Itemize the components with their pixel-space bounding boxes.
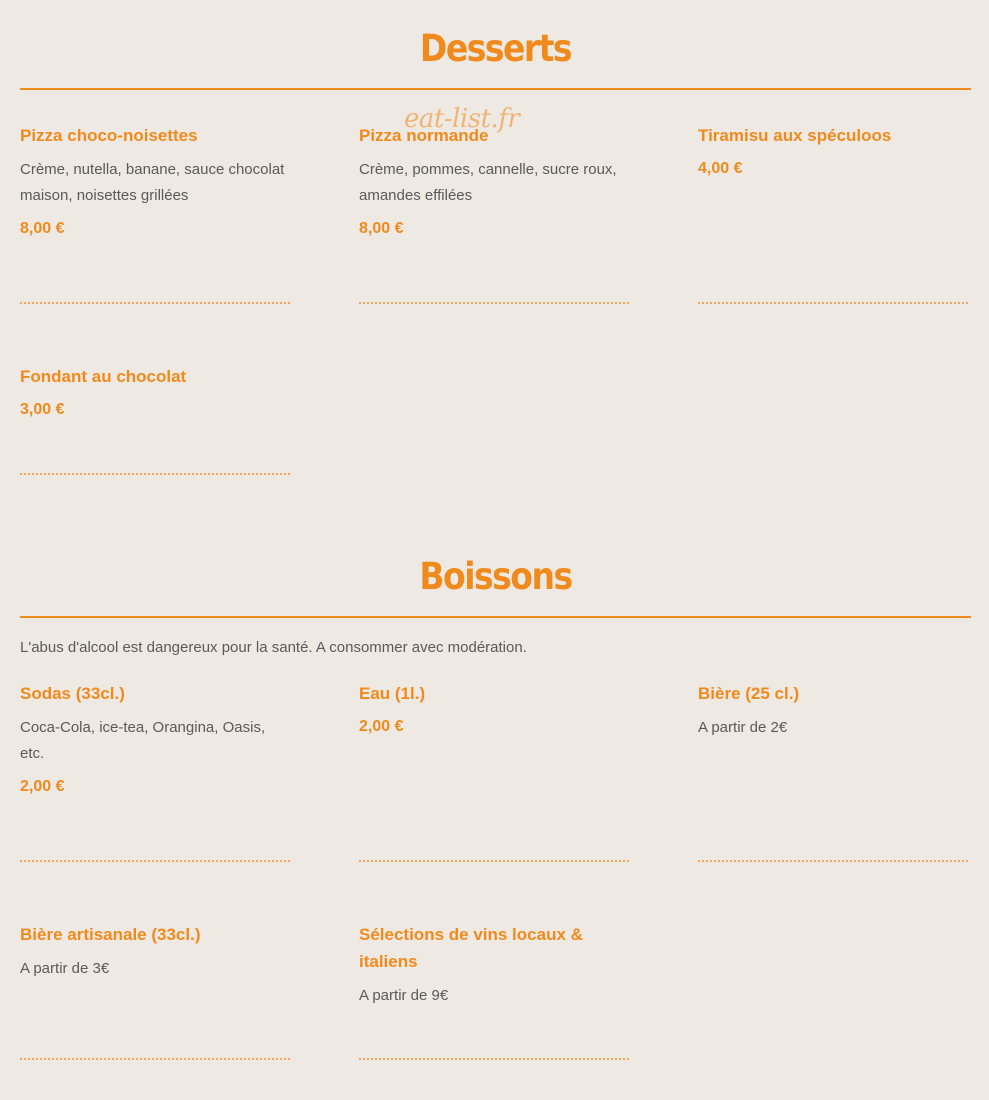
menu-item [359,921,631,1009]
menu-item [20,363,292,422]
menu-item [698,122,970,181]
item-price: 2,00 € [20,778,65,795]
item-price: 8,00 € [20,220,65,237]
dotted-separator [359,302,629,304]
item-name: Sodas (33cl.) [20,684,125,703]
watermark-text: eat-list.fr [404,104,520,134]
item-description: A partir de 9€ [359,987,449,1004]
dotted-separator [359,860,629,862]
item-description: Crème, pommes, cannelle, sucre roux, amandes effilées [359,161,617,204]
item-price: 8,00 € [359,220,404,237]
item-name: Pizza choco-noisettes [20,126,198,145]
dotted-separator [20,302,290,304]
dotted-separator [20,1058,290,1060]
item-name: Bière artisanale (33cl.) [20,925,201,944]
menu-item [20,122,292,241]
boissons-section [20,528,971,1004]
item-name: Pizza normande [359,126,489,145]
dotted-separator [20,860,290,862]
section-title: Desserts [419,26,572,70]
item-description: A partir de 3€ [20,960,110,977]
item-name: Eau (1l.) [359,684,426,703]
section-title: Boissons [419,554,572,598]
dotted-separator [359,1058,629,1060]
menu-item [359,122,631,241]
item-price: 2,00 € [359,718,404,735]
item-price: 4,00 € [698,160,743,177]
dotted-separator [20,473,290,475]
item-description: Coca-Cola, ice-tea, Orangina, Oasis, etc. [20,719,266,762]
item-description: A partir de 2€ [698,719,788,736]
item-name: Fondant au chocolat [20,367,187,386]
dotted-separator [698,302,968,304]
item-description: Crème, nutella, banane, sauce chocolat maison, noisettes grillées [20,161,285,204]
menu-item [359,680,631,739]
item-price: 3,00 € [20,401,65,418]
menu-item [20,921,292,982]
alcohol-warning: L'abus d'alcool est dangereux pour la santé. A consommer avec modération. [20,639,527,656]
dotted-separator [698,860,968,862]
item-name: Bière (25 cl.) [698,684,800,703]
menu-item [698,680,970,741]
item-name: Sélections de vins locaux & italiens [359,925,583,971]
item-name: Tiramisu aux spéculoos [698,126,892,145]
menu-item [20,680,292,799]
